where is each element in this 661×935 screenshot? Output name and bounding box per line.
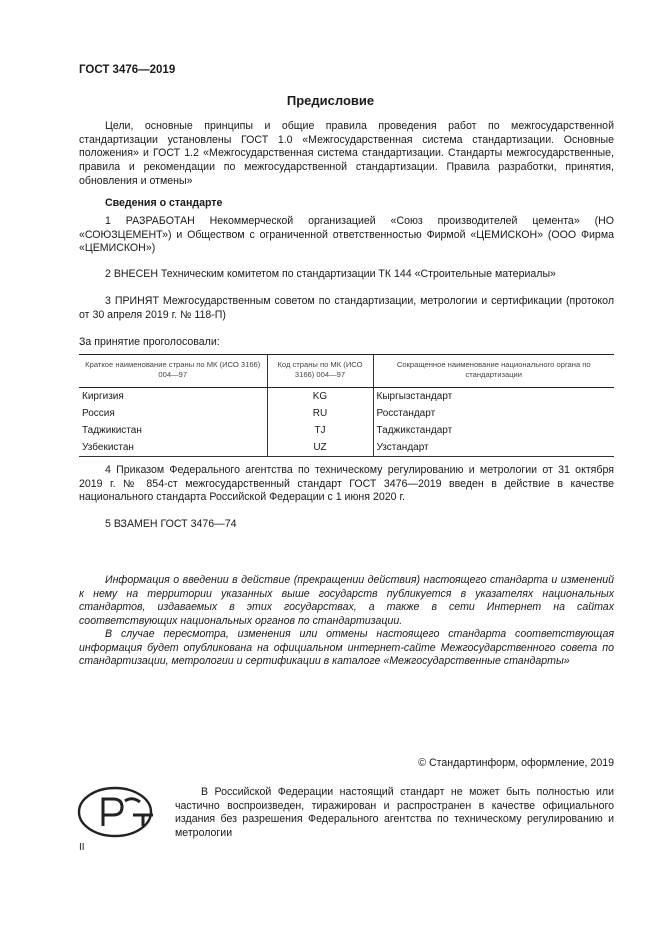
table-cell: Кыргызстандарт <box>373 388 614 406</box>
section-title: Сведения о стандарте <box>105 197 223 209</box>
page-number: II <box>79 842 85 853</box>
table-cell: Россия <box>82 408 115 419</box>
document-header: ГОСТ 3476—2019 <box>79 64 176 76</box>
table-cell: UZ <box>267 439 373 457</box>
table-row <box>79 405 614 422</box>
table-cell: Росстандарт <box>373 405 614 422</box>
table-cell: RU <box>267 405 373 422</box>
table-cell: TJ <box>267 422 373 439</box>
table-cell: KG <box>267 388 373 406</box>
voting-countries-table <box>79 354 614 457</box>
table-row <box>79 388 614 406</box>
table-cell: Таджикистан <box>82 425 142 436</box>
item-5-replaces: 5 ВЗАМЕН ГОСТ 3476—74 <box>105 518 237 530</box>
info-paragraph-1: Информация о введении в действие (прекращении действия) настоящего стандарта и изменений к нему на территории указанных выше государств публикуется в указателях национальных стандартов, издаваемых в этих государствах, а также в сети Интернет на сайтах соответствующих национальных органов по стандартизации. <box>79 574 614 628</box>
item-2-introduced: 2 ВНЕСЕН Техническим комитетом по стандартизации ТК 144 «Строительные материалы» <box>105 268 556 280</box>
table-row <box>79 422 614 439</box>
intro-paragraph: Цели, основные принципы и общие правила проведения работ по межгосударственной стандартизации установлены ГОСТ 1.0 «Межгосударственная система стандартизации. Основные положения» и ГОСТ 1.2 «Межгосударственная система стандартизации. Стандарты межгосударственные, правила и рекомендации по межгосударственной стандартизации. Правила разработки, принятия, обновления и отмены» <box>79 120 614 187</box>
column-header: Краткое наименование страны по МК (ИСО 3166) 004—97 <box>79 355 267 388</box>
table-row <box>79 439 614 457</box>
table-cell: Узстандарт <box>373 439 614 457</box>
item-4-enacted: 4 Приказом Федерального агентства по техническому регулированию и метрологии от 31 октября 2019 г. № 854-ст межгосударственный стандарт ГОСТ 3476—2019 введен в действие в качестве национального стандарта Российской Федерации с 1 июня 2020 г. <box>79 464 614 504</box>
item-3-adopted: 3 ПРИНЯТ Межгосударственным советом по стандартизации, метрологии и сертификации (протокол от 30 апреля 2019 г. № 118-П) <box>79 295 614 321</box>
rst-certification-mark-icon <box>77 786 161 838</box>
copyright-line: © Стандартинформ, оформление, 2019 <box>418 757 614 769</box>
page-title: Предисловие <box>286 93 375 108</box>
column-header: Сокращенное наименование национального органа по стандартизации <box>373 355 614 388</box>
table-cell: Таджикстандарт <box>373 422 614 439</box>
reproduction-notice: В Российской Федерации настоящий стандарт не может быть полностью или частично воспроизведен, тиражирован и распространен в качестве официального издания без разрешения Федерального агентства по техническому регулированию и метрологии <box>175 786 614 840</box>
table-cell: Киргизия <box>82 391 124 402</box>
table-header-row <box>79 355 614 388</box>
column-header: Код страны по МК (ИСО 3166) 004—97 <box>267 355 373 388</box>
vote-label: За принятие проголосовали: <box>79 336 220 348</box>
table-cell: Узбекистан <box>79 439 267 457</box>
item-1-developed: 1 РАЗРАБОТАН Некоммерческой организацией «Союз производителей цемента» (НО «СОЮЗЦЕМЕНТ») и Обществом с ограниченной ответственностью Фирмой «ЦЕМИСКОН» (ООО Фирма «ЦЕМИСКОН») <box>79 215 614 255</box>
info-paragraph-2: В случае пересмотра, изменения или отмены настоящего стандарта соответствующая информация будет опубликована на официальном интернет-сайте Межгосударственного совета по стандартизации, метрологии и сертификации в каталоге «Межгосударственные стандарты» <box>79 628 614 668</box>
